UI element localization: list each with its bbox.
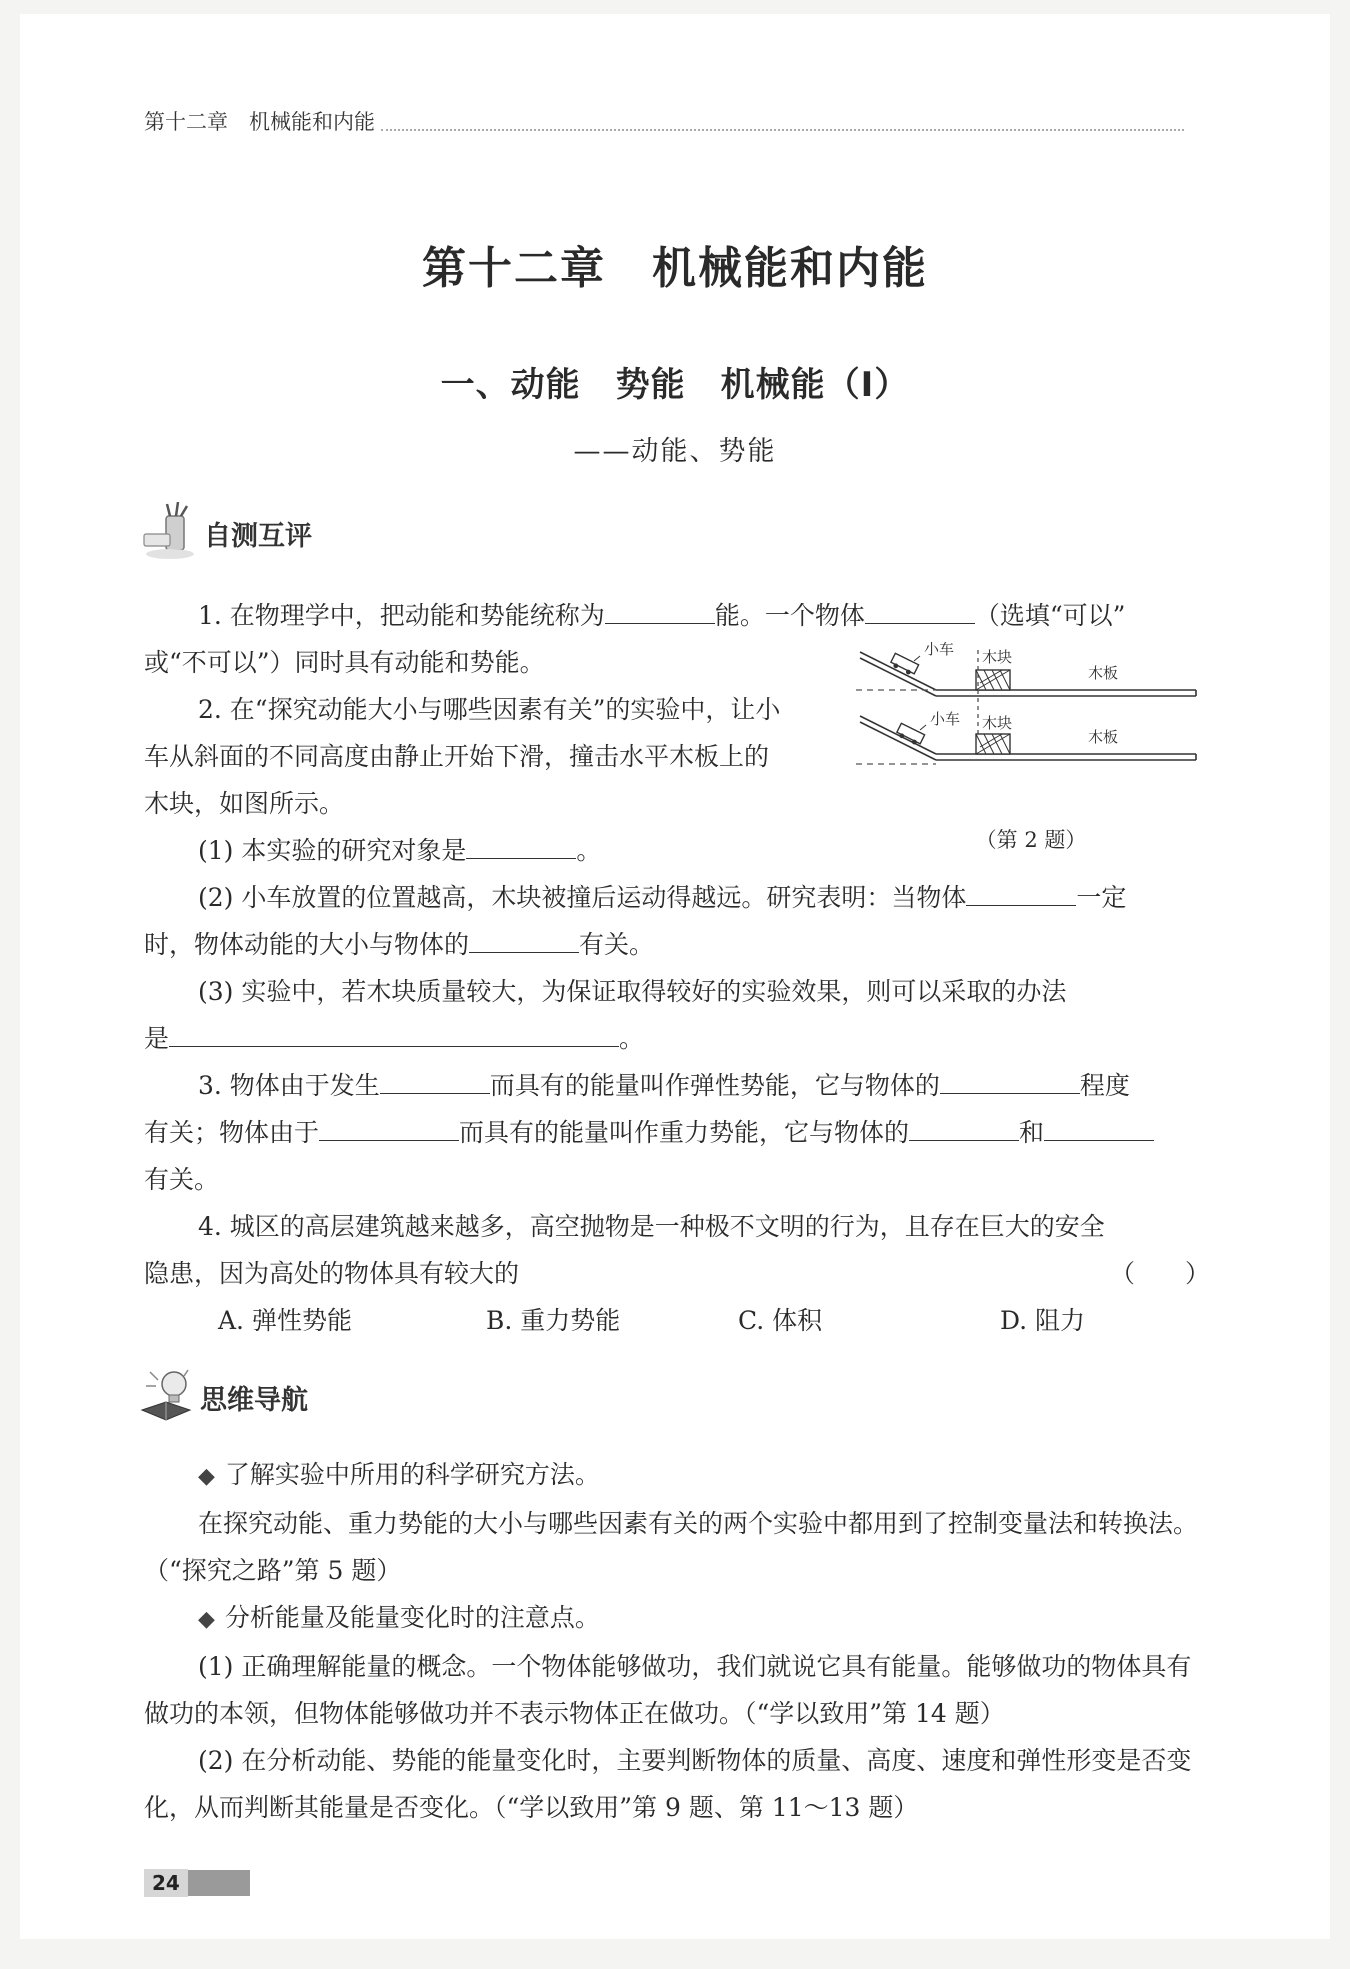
q2-part-3: (3) 实验中，若木块质量较大，为保证取得较好的实验效果，则可以采取的办法 <box>198 977 1067 1006</box>
nav-paragraph-2: (1) 正确理解能量的概念。一个物体能够做功，我们就说它具有能量。能够做功的物体具有做功的本领，但物体能够做功并不表示物体正在做功。（“学以致用”第 14 题） <box>144 1652 1192 1728</box>
nav-bullet-2 <box>144 1594 1210 1643</box>
running-head-rule <box>381 129 1184 131</box>
answer-blank <box>319 1110 459 1141</box>
upper-setup <box>856 642 1196 734</box>
q3-text-d: 有关；物体由于 <box>144 1118 320 1147</box>
figure-caption: （第 2 题） <box>975 828 1087 852</box>
diamond-bullet-icon: ◆ <box>198 1464 215 1489</box>
answer-blank <box>466 828 576 859</box>
q2-p2-text-b: 一定 <box>1076 883 1127 912</box>
q3-text-a: 3. 物体由于发生 <box>198 1071 380 1100</box>
answer-blank <box>865 593 975 624</box>
answer-blank <box>469 922 579 953</box>
nav-bullet-1 <box>144 1451 1210 1500</box>
question-3 <box>144 1062 1210 1109</box>
block-label: 木块 <box>982 648 1013 666</box>
q2-p1-text: (1) 本实验的研究对象是 <box>198 836 467 865</box>
section-title: 一、动能 势能 机械能（Ⅰ） <box>440 365 910 405</box>
mind-nav-content <box>144 1451 1210 1831</box>
pencil-cup-icon <box>140 502 198 564</box>
answer-blank <box>169 1016 619 1047</box>
page <box>20 14 1330 1939</box>
q4-text: 隐患，因为高处的物体具有较大的 <box>144 1259 520 1288</box>
block-label: 木块 <box>982 714 1013 732</box>
diamond-bullet-icon: ◆ <box>198 1607 215 1632</box>
nav-bullet-2-text: 分析能量及能量变化时的注意点。 <box>224 1603 600 1632</box>
answer-paren: （ ） <box>1109 1259 1210 1288</box>
answer-blank <box>940 1063 1080 1094</box>
question-4: 4. 城区的高层建筑越来越多，高空抛物是一种极不文明的行为，且存在巨大的安全 <box>198 1212 1105 1241</box>
running-head <box>144 106 1184 136</box>
q2-part-2 <box>144 874 1210 921</box>
question-3-end: 有关。 <box>144 1165 220 1194</box>
q2-part-1 <box>144 827 924 874</box>
nav-bullet-1-text: 了解实验中所用的科学研究方法。 <box>224 1460 600 1489</box>
q3-text-c: 程度 <box>1079 1071 1130 1100</box>
question-2-intro <box>144 686 924 874</box>
q1-text-c: （选填“可以” <box>974 601 1126 630</box>
mind-nav-heading-text: 思维导航 <box>200 1384 308 1416</box>
section-subtitle: ——动能、势能 <box>573 436 777 467</box>
lightbulb-book-icon <box>140 1366 194 1428</box>
nav-paragraph-1: 在探究动能、重力势能的大小与哪些因素有关的两个实验中都用到了控制变量法和转换法。（“探究之路”第 5 题） <box>144 1509 1199 1585</box>
q2-line-1: 2. 在“探究动能大小与哪些因素有关”的实验中，让小 <box>198 695 781 724</box>
option-c: C. 体积 <box>738 1306 823 1335</box>
q2-line-3: 木块，如图所示。 <box>144 789 345 818</box>
self-test-heading-text: 自测互评 <box>204 520 312 552</box>
page-number-bar <box>188 1870 250 1896</box>
q2-p3-end: 。 <box>619 1024 645 1053</box>
option-b: B. 重力势能 <box>486 1306 621 1335</box>
nav-paragraph-3: (2) 在分析动能、势能的能量变化时，主要判断物体的质量、高度、速度和弹性形变是否变化，从而判断其能量是否变化。（“学以致用”第 9 题、第 11～13 题） <box>144 1746 1192 1822</box>
option-d: D. 阻力 <box>1000 1306 1086 1335</box>
cart-label: 小车 <box>930 710 961 728</box>
question-1 <box>144 592 1210 639</box>
answer-blank <box>909 1110 1019 1141</box>
q1-text-b: 能。一个物体 <box>714 601 865 630</box>
board-label: 木板 <box>1088 664 1119 682</box>
experiment-figure <box>856 642 1206 852</box>
incline-diagram <box>856 642 1206 822</box>
cart-label: 小车 <box>924 642 955 658</box>
q2-part-3-cont <box>144 1015 1210 1062</box>
q3-text-e: 而具有的能量叫作重力势能，它与物体的 <box>459 1118 910 1147</box>
question-3-cont <box>144 1109 1210 1156</box>
q2-part-2-cont <box>144 921 1210 968</box>
q2-p1-end: 。 <box>576 836 602 865</box>
answer-blank <box>1044 1110 1154 1141</box>
q3-text-b: 而具有的能量叫作弹性势能，它与物体的 <box>489 1071 940 1100</box>
q2-p2-text: (2) 小车放置的位置越高，木块被撞后运动得越远。研究表明：当物体 <box>198 883 967 912</box>
q4-options <box>144 1297 1210 1344</box>
page-number-text: 24 <box>144 1869 188 1897</box>
answer-blank <box>380 1063 490 1094</box>
q2-p3-text-b: 是 <box>144 1024 170 1053</box>
board-label: 木板 <box>1088 728 1119 746</box>
answer-blank <box>966 875 1076 906</box>
mind-nav-heading <box>140 1366 308 1428</box>
chapter-title: 第十二章 机械能和内能 <box>422 243 928 294</box>
option-a: A. 弹性势能 <box>218 1306 352 1335</box>
q1-text-a: 1. 在物理学中，把动能和势能统称为 <box>198 601 605 630</box>
running-head-text: 第十二章 机械能和内能 <box>144 110 375 134</box>
q2-p2-text-c: 时，物体动能的大小与物体的 <box>144 930 470 959</box>
lower-setup <box>856 710 1196 764</box>
page-number <box>144 1869 250 1897</box>
self-test-heading <box>140 502 312 564</box>
answer-blank <box>605 593 715 624</box>
q1-text-d: 或“不可以”）同时具有动能和势能。 <box>144 648 545 677</box>
q2-p2-text-d: 有关。 <box>579 930 655 959</box>
question-4-cont <box>144 1250 1210 1297</box>
q3-text-f: 和 <box>1019 1118 1045 1147</box>
q2-line-2: 车从斜面的不同高度由静止开始下滑，撞击水平木板上的 <box>144 742 770 771</box>
